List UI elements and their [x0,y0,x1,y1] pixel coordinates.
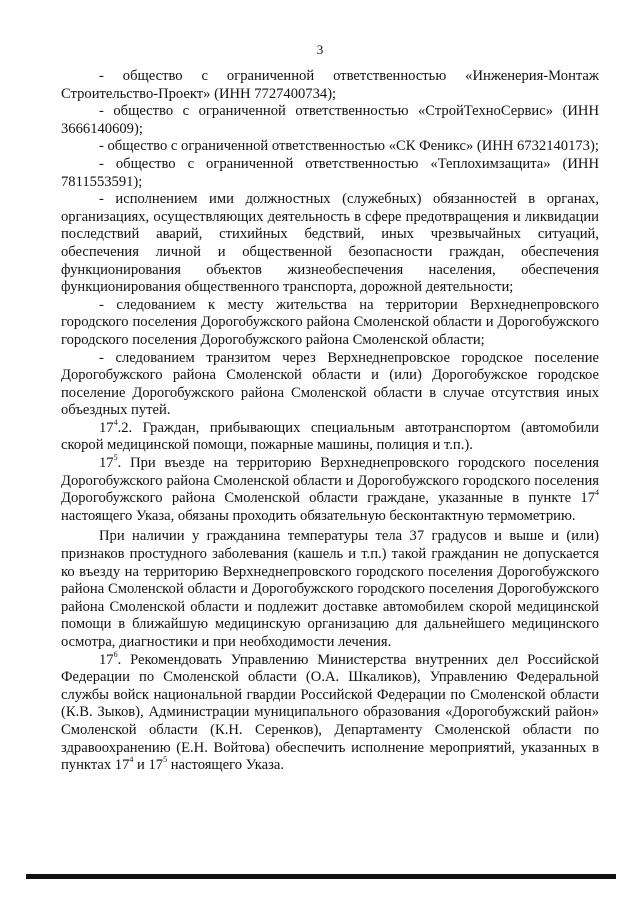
reference-superscript: 4 [595,488,599,498]
clause-superscript: 5 [113,453,118,463]
clause-text: .2. Граждан, прибывающих специальным автотранспортом (автомобили скорой медицинской помощи, пожарные машины, полиция и т.п.). [61,419,599,454]
clause-number: 17 [99,455,114,472]
clause-text-end: настоящего Указа. [167,757,284,774]
reference-superscript-1: 4 [129,755,134,765]
document-body [61,68,599,775]
clause-text: . Рекомендовать Управлению Министерства внутренних дел Российской Федерации по Смоленской области (О.А. Шкаликов), Управлению Федеральной службы войск национальной гвардии Российской Федерации по Смоленской области (К.В. Зыков), Администрации муниципального образования «Дорогобужский район» Смоленской области (К.Н. Серенков), Департаменту Смоленской области по здравоохранению (Е.Н. Войтова) обеспечить исполнение мероприятий, указанных в пунктах 17 [61,651,599,774]
clause-superscript: 4 [113,418,118,428]
list-item-company-1: - общество с ограниченной ответственностью «Инженерия-Монтаж Строительство-Проект» (ИНН 7727400734); [61,68,599,102]
clause-number: 17 [99,651,114,668]
clause-text: . При въезде на территорию Верхнеднепровского городского поселения Дорогобужского района Смоленской области и Дорогобужского городского поселения Дорогобужского района Смоленской области граждане, указанные в пункте 17 [61,455,599,507]
clause-superscript: 6 [113,649,118,659]
reference-superscript-2: 5 [163,755,168,765]
paragraph-temperature: При наличии у гражданина температуры тела 37 градусов и выше и (или) признаков простудного заболевания (кашель и т.п.) такой гражданин не допускается ко въезду на территорию Верхнеднепровского городского поселения Дорогобужского района Смоленской области и Дорогобужского городского поселения Дорогобужского района Смоленской области и подлежит доставке автомобилем скорой медицинской помощи в ближайшую медицинскую организацию для дальнейшего медицинского осмотра, диагностики и при необходимости лечения. [61,528,599,650]
clause-text-end: настоящего Указа, обязаны проходить обязательную бесконтактную термометрию. [61,507,576,524]
page-number: 3 [316,42,324,57]
clause-conjunction: и 17 [133,757,164,774]
list-item-official-duties: - исполнением ими должностных (служебных) обязанностей в органах, организациях, осуществляющих деятельность в сфере предотвращения и ликвидации последствий аварий, стихийных бедствий, иных чрезвычайных ситуаций, обеспечения личной и общественной безопасности граждан, обеспечения функционирования объектов жизнеобеспечения населения, обеспечения функционирования общественного транспорта, дорожной деятельности; [61,191,599,296]
list-item-company-2: - общество с ограниченной ответственностью «СтройТехноСервис» (ИНН 3666140609); [61,103,599,137]
clause-number: 17 [99,419,114,436]
list-item-company-4: - общество с ограниченной ответственностью «Теплохимзащита» (ИНН 7811553591); [61,155,599,190]
list-item-residence: - следованием к месту жительства на территории Верхнеднепровского городского поселения Дорогобужского района Смоленской области и Дорогобужского городского поселения Дорогобужского района Смоленской области; [61,296,599,348]
clause-17-6 [61,649,599,775]
clause-17-4-2 [61,420,599,455]
clause-17-5 [61,455,599,525]
list-item-transit: - следованием транзитом через Верхнеднепровское городское поселение Дорогобужского района Смоленской области и (или) Дорогобужское городское поселение Дорогобужского района Смоленской области в случае отсутствия иных объездных путей. [61,349,599,419]
list-item-company-3: - общество с ограниченной ответственностью «СК Феникс» (ИНН 6732140173); [99,138,599,155]
bottom-divider [26,874,616,879]
